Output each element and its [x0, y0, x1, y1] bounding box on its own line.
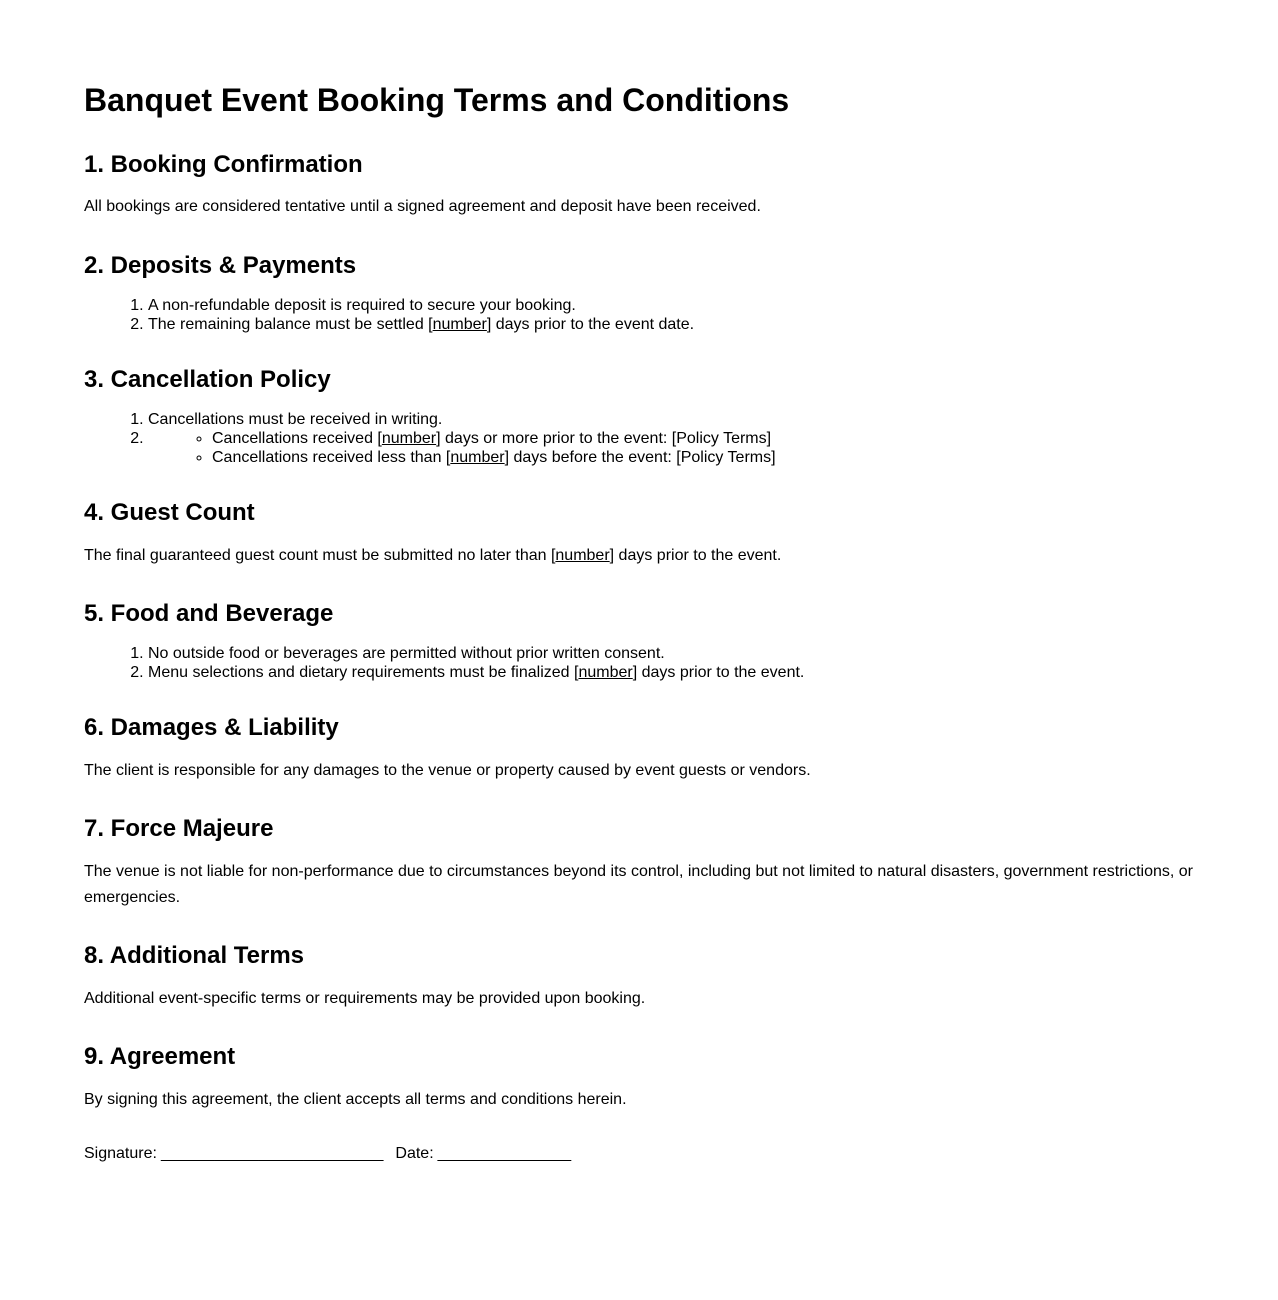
section-heading: 9. Agreement [84, 1043, 236, 1071]
text-run: Additional event-specific terms or requirements may be provided upon booking. [84, 989, 646, 1007]
text-run: The final guaranteed guest count must be submitted no later than [ [84, 546, 556, 564]
list-item [148, 644, 1194, 663]
text-run: The client is responsible for any damages to the venue or property caused by event guests or vendors. [84, 761, 811, 779]
text-run: Cancellations received less than [ [212, 448, 451, 466]
section-heading: 1. Booking Confirmation [84, 150, 363, 178]
list-item [148, 296, 1194, 315]
list-item [148, 663, 1194, 682]
section-paragraph [84, 1087, 1194, 1113]
number-placeholder: number [578, 664, 633, 682]
section-heading: 3. Cancellation Policy [84, 365, 331, 393]
text-run: Menu selections and dietary requirements must be finalized [ [148, 664, 579, 682]
text-run: By signing this agreement, the client accepts all terms and conditions herein. [84, 1091, 627, 1109]
section-guest-count [84, 499, 1194, 568]
list-item [148, 315, 1194, 334]
number-placeholder: number [555, 546, 610, 564]
text-run: The remaining balance must be settled [ [148, 315, 433, 333]
text-run: Cancellations must be received in writing. [148, 410, 443, 428]
section-heading: 2. Deposits & Payments [84, 251, 357, 279]
section-cancellation-policy [84, 366, 1194, 467]
text-run: ] days or more prior to the event: [Policy Terms] [436, 429, 772, 447]
numbered-list [84, 644, 1194, 682]
section-paragraph [84, 859, 1194, 910]
text-run: ] days prior to the event date. [486, 315, 695, 333]
section-heading: 8. Additional Terms [84, 942, 305, 970]
date-blank-line: _______________ [437, 1144, 572, 1162]
text-run: ] days prior to the event. [632, 664, 805, 682]
list-item [148, 429, 1194, 467]
section-paragraph [84, 986, 1194, 1012]
text-run: The venue is not liable for non-performance due to circumstances beyond its control, including but not limited to natural disasters, government restrictions, or emergencies. [84, 863, 1194, 906]
section-booking-confirmation [84, 151, 1194, 220]
section-paragraph [84, 543, 1194, 569]
section-heading: 4. Guest Count [84, 499, 255, 527]
signature-label: Signature: [84, 1144, 157, 1162]
signature-row [84, 1141, 1194, 1167]
list-item [148, 410, 1194, 429]
section-damages-liability [84, 714, 1194, 783]
text-run: No outside food or beverages are permitted without prior written consent. [148, 644, 665, 662]
numbered-list [84, 410, 1194, 468]
document-title: Banquet Event Booking Terms and Conditions [84, 82, 790, 118]
section-heading: 5. Food and Beverage [84, 600, 334, 628]
text-run: All bookings are considered tentative until a signed agreement and deposit have been received. [84, 198, 761, 216]
section-agreement [84, 1043, 1194, 1112]
section-food-and-beverage [84, 600, 1194, 682]
signature-blank-line: _________________________ [160, 1144, 384, 1162]
section-heading: 7. Force Majeure [84, 815, 274, 843]
section-force-majeure [84, 815, 1194, 910]
text-run: A non-refundable deposit is required to secure your booking. [148, 296, 576, 314]
nested-bullet-list [148, 429, 1194, 467]
section-paragraph [84, 758, 1194, 784]
text-run: ] days prior to the event. [609, 546, 782, 564]
numbered-list [84, 296, 1194, 334]
section-heading: 6. Damages & Liability [84, 714, 339, 742]
section-additional-terms [84, 942, 1194, 1011]
nested-list-item [212, 429, 1194, 448]
number-placeholder: number [432, 315, 487, 333]
section-paragraph [84, 194, 1194, 220]
number-placeholder: number [450, 448, 505, 466]
section-deposits-payments [84, 252, 1194, 334]
nested-list-item [212, 448, 1194, 467]
number-placeholder: number [381, 429, 437, 447]
date-label: Date: [395, 1144, 434, 1162]
text-run: Cancellations received [ [212, 429, 382, 447]
text-run: ] days before the event: [Policy Terms] [504, 448, 776, 466]
